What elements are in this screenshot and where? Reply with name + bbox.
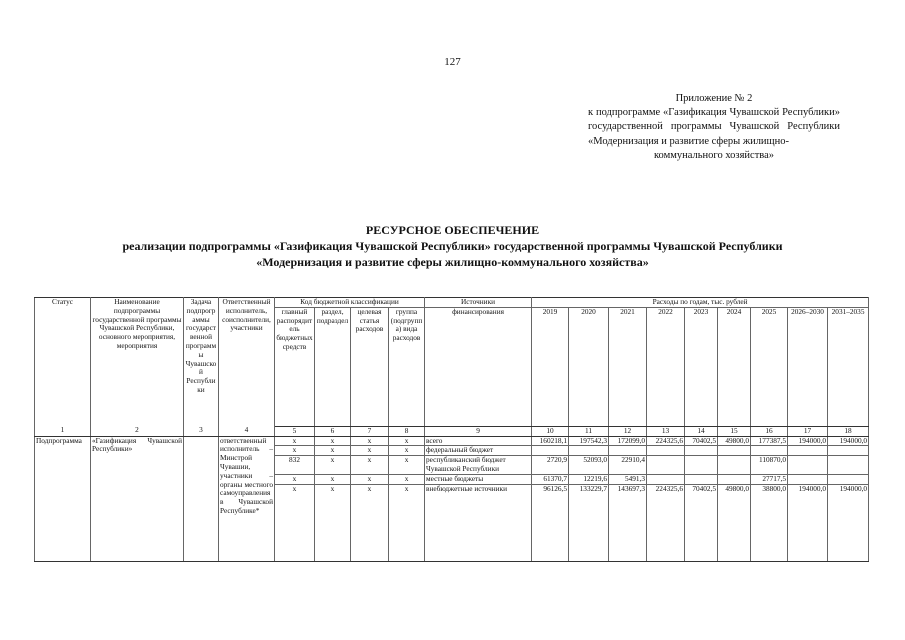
- column-number: 16: [751, 426, 788, 436]
- source-cell: всего: [425, 436, 532, 446]
- header-year: 2022: [647, 307, 685, 426]
- value-cell: [828, 474, 869, 484]
- value-cell: 38800,0: [751, 484, 788, 561]
- value-cell: 194000,0: [828, 484, 869, 561]
- value-cell: 5491,3: [609, 474, 647, 484]
- column-number: 17: [788, 426, 828, 436]
- header-year: 2021: [609, 307, 647, 426]
- value-cell: 143697,3: [609, 484, 647, 561]
- header-responsible: Ответственный исполнитель, соисполнители, участники: [219, 298, 275, 427]
- document-subtitle-line-2: «Модернизация и развитие сферы жилищно-коммунального хозяйства»: [256, 255, 649, 269]
- source-cell: республиканский бюджет Чувашской Республики: [425, 456, 532, 475]
- table-header-row: [35, 298, 869, 308]
- value-cell: [685, 446, 718, 456]
- column-number: 18: [828, 426, 869, 436]
- value-cell: [718, 446, 751, 456]
- column-number: 6: [315, 426, 351, 436]
- value-cell: 96126,5: [532, 484, 569, 561]
- source-cell: федеральный бюджет: [425, 446, 532, 456]
- column-number: 3: [184, 426, 219, 436]
- header-year: 2025: [751, 307, 788, 426]
- column-number-row: [35, 426, 869, 436]
- header-status: Статус: [35, 298, 91, 427]
- header-expenses: Расходы по годам, тыс. рублей: [532, 298, 869, 308]
- column-number: 13: [647, 426, 685, 436]
- column-number: 10: [532, 426, 569, 436]
- code-cell: x: [275, 474, 315, 484]
- value-cell: [685, 474, 718, 484]
- column-number: 7: [351, 426, 389, 436]
- value-cell: [788, 456, 828, 475]
- header-year: 2024: [718, 307, 751, 426]
- program-responsible: ответственный исполнитель – Минстрой Чувашии, участники – органы местного самоуправления в Чувашской Республике*: [219, 436, 275, 561]
- value-cell: 49800,0: [718, 436, 751, 446]
- page-number: 127: [444, 56, 461, 68]
- header-task: Задача подпрограммы государственной программы Чувашской Республики: [184, 298, 219, 427]
- value-cell: [685, 456, 718, 475]
- value-cell: 194000,0: [788, 484, 828, 561]
- target-cell: x: [351, 484, 389, 561]
- column-number: 11: [569, 426, 609, 436]
- value-cell: 61370,7: [532, 474, 569, 484]
- value-cell: 2720,9: [532, 456, 569, 475]
- annex-body-last-line: коммунального хозяйства»: [653, 149, 775, 161]
- group-cell: x: [389, 456, 425, 475]
- program-task: [184, 436, 219, 561]
- header-year: 2019: [532, 307, 569, 426]
- header-group: группа (подгруппа) вида расходов: [389, 307, 425, 426]
- value-cell: [647, 446, 685, 456]
- target-cell: x: [351, 456, 389, 475]
- header-year: 2026–2030: [788, 307, 828, 426]
- code-cell: x: [275, 484, 315, 561]
- value-cell: 177387,5: [751, 436, 788, 446]
- program-status: Подпрограмма: [35, 436, 91, 561]
- code-cell: x: [275, 436, 315, 446]
- value-cell: 70402,5: [685, 484, 718, 561]
- value-cell: 224325,6: [647, 484, 685, 561]
- value-cell: 22910,4: [609, 456, 647, 475]
- section-cell: x: [315, 484, 351, 561]
- value-cell: 12219,6: [569, 474, 609, 484]
- value-cell: 160218,1: [532, 436, 569, 446]
- header-year: 2020: [569, 307, 609, 426]
- value-cell: [718, 456, 751, 475]
- section-cell: x: [315, 446, 351, 456]
- annex-block: [588, 92, 840, 163]
- value-cell: 110870,0: [751, 456, 788, 475]
- column-number: 15: [718, 426, 751, 436]
- header-year: 2023: [685, 307, 718, 426]
- header-budget-code: Код бюджетной классификации: [275, 298, 425, 308]
- value-cell: [828, 456, 869, 475]
- header-financing: финансирования: [425, 307, 532, 426]
- column-number: 14: [685, 426, 718, 436]
- annex-heading: Приложение № 2: [675, 93, 753, 104]
- group-cell: x: [389, 436, 425, 446]
- value-cell: [788, 474, 828, 484]
- column-number: 12: [609, 426, 647, 436]
- target-cell: x: [351, 474, 389, 484]
- document-title: РЕСУРСНОЕ ОБЕСПЕЧЕНИЕ: [365, 223, 540, 237]
- header-section: раздел, подраздел: [315, 307, 351, 426]
- value-cell: 197542,3: [569, 436, 609, 446]
- section-cell: x: [315, 436, 351, 446]
- value-cell: [647, 474, 685, 484]
- group-cell: x: [389, 474, 425, 484]
- header-target-item: целевая статья расходов: [351, 307, 389, 426]
- column-number: 9: [425, 426, 532, 436]
- value-cell: [718, 474, 751, 484]
- target-cell: x: [351, 436, 389, 446]
- value-cell: 49800,0: [718, 484, 751, 561]
- value-cell: 194000,0: [788, 436, 828, 446]
- column-number: 2: [91, 426, 184, 436]
- annex-body: к подпрограмме «Газификация Чувашской Республики» государственной программы Чувашской Республики «Модернизация и развитие сферы жилищно-: [588, 107, 840, 147]
- header-main-manager: главный распорядитель бюджетных средств: [275, 307, 315, 426]
- value-cell: 224325,6: [647, 436, 685, 446]
- value-cell: 172099,0: [609, 436, 647, 446]
- target-cell: x: [351, 446, 389, 456]
- column-number: 1: [35, 426, 91, 436]
- value-cell: [647, 456, 685, 475]
- value-cell: [788, 446, 828, 456]
- column-number: 4: [219, 426, 275, 436]
- header-year: 2031–2035: [828, 307, 869, 426]
- value-cell: 27717,5: [751, 474, 788, 484]
- value-cell: [828, 446, 869, 456]
- program-name: «Газификация Чувашской Республики»: [91, 436, 184, 561]
- header-source: Источники: [425, 298, 532, 308]
- resource-table: [34, 297, 869, 562]
- header-name: Наименование подпрограммы государственной программы Чувашской Республики, основного мероприятия, мероприятия: [91, 298, 184, 427]
- section-cell: x: [315, 474, 351, 484]
- source-cell: внебюджетные источники: [425, 484, 532, 561]
- code-cell: 832: [275, 456, 315, 475]
- group-cell: x: [389, 446, 425, 456]
- column-number: 5: [275, 426, 315, 436]
- code-cell: x: [275, 446, 315, 456]
- value-cell: 194000,0: [828, 436, 869, 446]
- value-cell: 52093,0: [569, 456, 609, 475]
- column-number: 8: [389, 426, 425, 436]
- value-cell: 70402,5: [685, 436, 718, 446]
- value-cell: 133229,7: [569, 484, 609, 561]
- group-cell: x: [389, 484, 425, 561]
- document-subtitle-line-1: реализации подпрограммы «Газификация Чувашской Республики» государственной программы Чувашской Республики: [122, 239, 783, 253]
- source-cell: местные бюджеты: [425, 474, 532, 484]
- section-cell: x: [315, 456, 351, 475]
